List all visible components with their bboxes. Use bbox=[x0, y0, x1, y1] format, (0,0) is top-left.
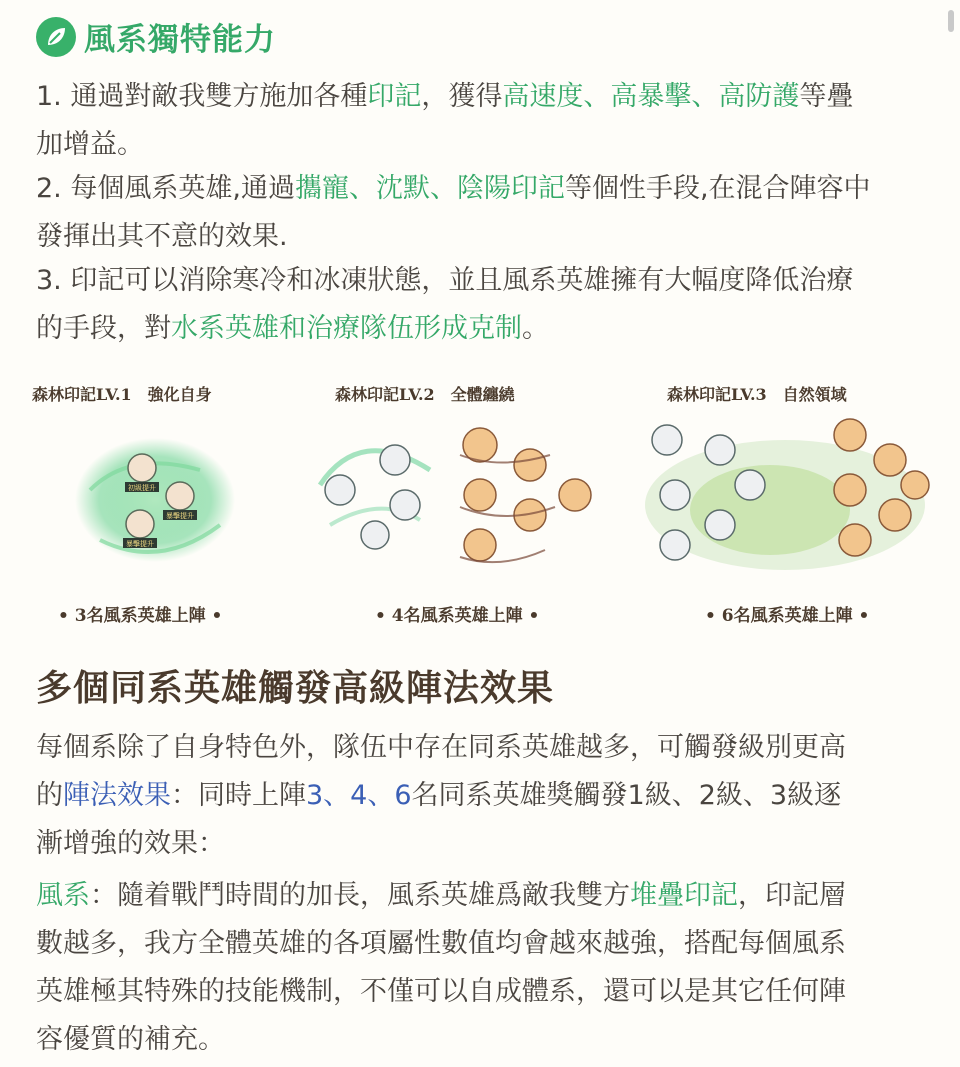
tier-label: 森林印記LV.3 自然領域 bbox=[667, 385, 847, 404]
scrollbar[interactable] bbox=[948, 10, 954, 32]
highlight: 3、4、6 bbox=[306, 780, 412, 811]
hero-avatar bbox=[123, 510, 157, 548]
text: 等個性手段,在混合陣容中 bbox=[564, 173, 871, 204]
leaf-icon bbox=[36, 17, 76, 57]
svg-text:初級提升: 初級提升 bbox=[128, 484, 156, 492]
tier-lv2-illustration bbox=[300, 415, 605, 585]
tier-label: 森林印記LV.2 全體纏繞 bbox=[335, 385, 515, 404]
highlight: 陣法效果 bbox=[63, 780, 171, 811]
text: 的 bbox=[36, 780, 63, 811]
ability-1 bbox=[36, 73, 931, 169]
tier-lv3-illustration bbox=[635, 415, 935, 585]
highlight: 印記 bbox=[367, 81, 422, 112]
text: 加增益。 bbox=[36, 129, 144, 160]
text: 名同系英雄獎觸發1級、2級、3級逐 bbox=[411, 780, 842, 811]
tier-caption: • 3名風系英雄上陣 • bbox=[58, 606, 223, 626]
highlight: 高速度、高暴擊、高防護 bbox=[502, 81, 800, 112]
highlight: 堆疊印記 bbox=[630, 880, 738, 911]
item-number: 3. bbox=[36, 265, 62, 296]
text: 。 bbox=[522, 313, 549, 344]
text: ，印記層 bbox=[738, 880, 846, 911]
formation-description bbox=[36, 724, 931, 868]
text: 容優質的補充。 bbox=[36, 1024, 225, 1055]
hero-avatar bbox=[125, 454, 159, 492]
text: ：隨着戰鬥時間的加長，風系英雄爲敵我雙方 bbox=[90, 880, 630, 911]
formation-title: 多個同系英雄觸發高級陣法效果 bbox=[36, 667, 555, 709]
ability-3 bbox=[36, 257, 931, 353]
highlight: 水系英雄和治療隊伍形成克制 bbox=[171, 313, 522, 344]
wind-ability-header bbox=[36, 14, 276, 59]
tier-lv1-illustration bbox=[70, 430, 240, 580]
item-number: 1. bbox=[36, 81, 62, 112]
text: 英雄極其特殊的技能機制，不僅可以自成體系，還可以是其它任何陣 bbox=[36, 976, 846, 1007]
wind-label: 風系 bbox=[36, 880, 90, 911]
text: 每個系除了自身特色外，隊伍中存在同系英雄越多，可觸發級別更高 bbox=[36, 732, 846, 763]
text: ，獲得 bbox=[421, 81, 503, 112]
text: 每個風系英雄,通過 bbox=[70, 173, 295, 204]
svg-text:暴擊提升: 暴擊提升 bbox=[166, 512, 194, 520]
text: ：同時上陣 bbox=[171, 780, 306, 811]
hero-avatar bbox=[163, 482, 197, 520]
tier-caption: • 4名風系英雄上陣 • bbox=[375, 606, 540, 626]
item-number: 2. bbox=[36, 173, 62, 204]
text: 通過對敵我雙方施加各種 bbox=[70, 81, 368, 112]
text: 等疊 bbox=[799, 81, 854, 112]
text: 數越多，我方全體英雄的各項屬性數值均會越來越強，搭配每個風系 bbox=[36, 928, 846, 959]
section-title: 風系獨特能力 bbox=[84, 22, 276, 58]
tier-label: 森林印記LV.1 強化自身 bbox=[32, 385, 212, 404]
wind-description bbox=[36, 872, 931, 1064]
text: 漸增強的效果： bbox=[36, 828, 225, 859]
highlight: 攜寵、沈默、陰陽印記 bbox=[294, 173, 565, 204]
forest-mark-tiers bbox=[30, 370, 940, 635]
text: 的手段，對 bbox=[36, 313, 171, 344]
svg-text:暴擊提升: 暴擊提升 bbox=[126, 540, 154, 548]
ability-2 bbox=[36, 165, 931, 261]
tier-caption: • 6名風系英雄上陣 • bbox=[705, 606, 870, 626]
text: 發揮出其不意的效果. bbox=[36, 221, 288, 252]
text: 印記可以消除寒冷和冰凍狀態，並且風系英雄擁有大幅度降低治療 bbox=[70, 265, 854, 296]
